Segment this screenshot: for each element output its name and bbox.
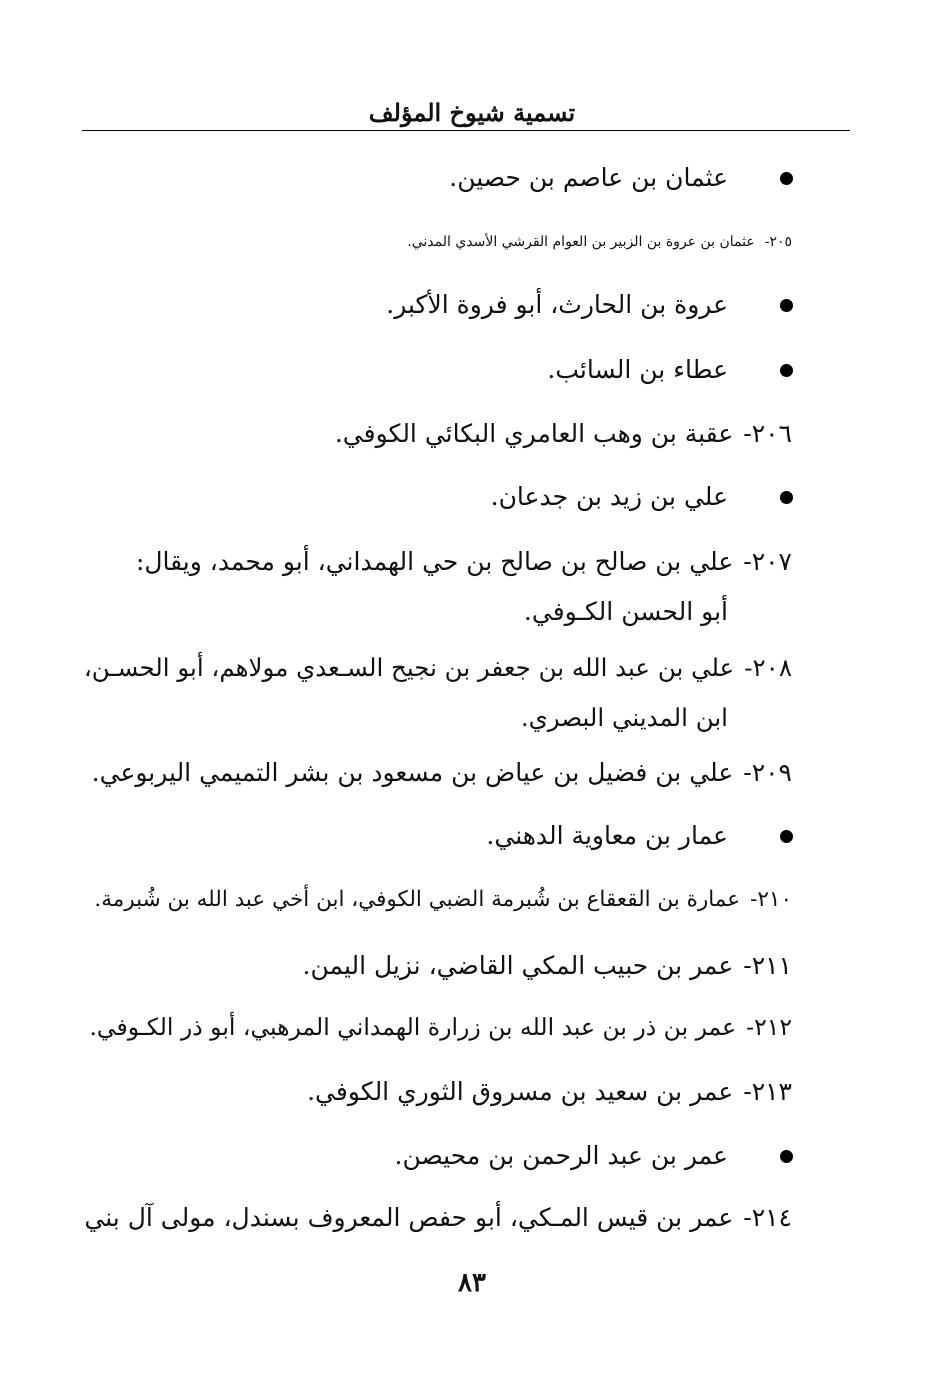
entry-text: علي بن عبد الله بن جعفر بن نجيح السـعدي مولاهم، أبو الحسـن،	[83, 653, 735, 682]
numbered-entry	[92, 745, 792, 801]
entry-number: ٢٠٩-	[743, 758, 792, 787]
entry-text: عمر بن قيس المـكي، أبو حفص المعروف بسندل، مولى آل بني	[84, 1203, 734, 1232]
bullet-marker	[780, 364, 793, 377]
numbered-entry	[83, 640, 792, 732]
numbered-entry	[94, 872, 792, 928]
bullet-entry: عمار بن معاوية الدهني.	[486, 821, 728, 850]
entry-number: ٢٠٦-	[743, 419, 792, 448]
entry-continuation: ابن المديني البصري.	[520, 703, 728, 732]
bullet-marker	[780, 491, 793, 504]
page-header-title: تسمية شيوخ المؤلف	[368, 98, 576, 127]
entry-text: عقبة بن وهب العامري البكائي الكوفي.	[334, 419, 734, 448]
entry-text: عمر بن سعيد بن مسروق الثوري الكوفي.	[307, 1077, 734, 1106]
entry-number: ٢١٠-	[750, 887, 792, 912]
page-number: ٨٣	[458, 1268, 486, 1298]
bullet-marker	[780, 830, 793, 843]
entry-number: ٢١٢-	[746, 1013, 792, 1041]
entry-continuation: أبو الحسن الكـوفي.	[523, 597, 728, 626]
numbered-entry	[32, 214, 792, 270]
numbered-entry	[89, 999, 792, 1055]
numbered-entry	[307, 1064, 792, 1120]
entry-text: علي بن صالح بن صالح بن حي الهمداني، أبو محمد، ويقال:	[135, 547, 734, 576]
numbered-entry	[335, 406, 792, 462]
entry-number: ٢١١-	[743, 951, 792, 980]
entry-number: ٢٠٨-	[744, 653, 792, 682]
entry-text: علي بن فضيل بن عياض بن مسعود بن بشر التميمي اليربوعي.	[91, 758, 734, 787]
bullet-marker	[780, 1150, 793, 1163]
bullet-marker	[780, 299, 793, 312]
bullet-entry: عروة بن الحارث، أبو فروة الأكبر.	[386, 290, 728, 319]
entry-number: ٢٠٧-	[743, 547, 792, 576]
entry-text: عمر بن ذر بن عبد الله بن زرارة الهمداني المرهبي، أبو ذر الكـوفي.	[89, 1013, 737, 1041]
entry-text: عمارة بن القعقاع بن شُبرمة الضبي الكوفي، ابن أخي عبد الله بن شُبرمة.	[94, 887, 741, 912]
bullet-entry: عطاء بن السائب.	[547, 355, 728, 384]
entry-number: ٢١٣-	[743, 1077, 792, 1106]
header-rule	[82, 130, 850, 131]
numbered-entry	[135, 534, 792, 626]
entry-number: ٢١٤-	[743, 1203, 792, 1232]
bullet-entry: عمر بن عبد الرحمن بن محيصن.	[394, 1141, 728, 1170]
entry-number: ٢٠٥-	[764, 234, 792, 250]
numbered-entry	[84, 1190, 792, 1246]
entry-text: عثمان بن عروة بن الزبير بن العوام القرشي الأسدي المدني.	[407, 234, 755, 250]
bullet-entry: علي بن زيد بن جدعان.	[490, 482, 728, 511]
bullet-entry: عثمان بن عاصم بن حصين.	[449, 163, 728, 192]
entry-text: عمر بن حبيب المكي القاضي، نزيل اليمن.	[302, 951, 734, 980]
bullet-marker	[780, 172, 793, 185]
numbered-entry	[303, 938, 792, 994]
